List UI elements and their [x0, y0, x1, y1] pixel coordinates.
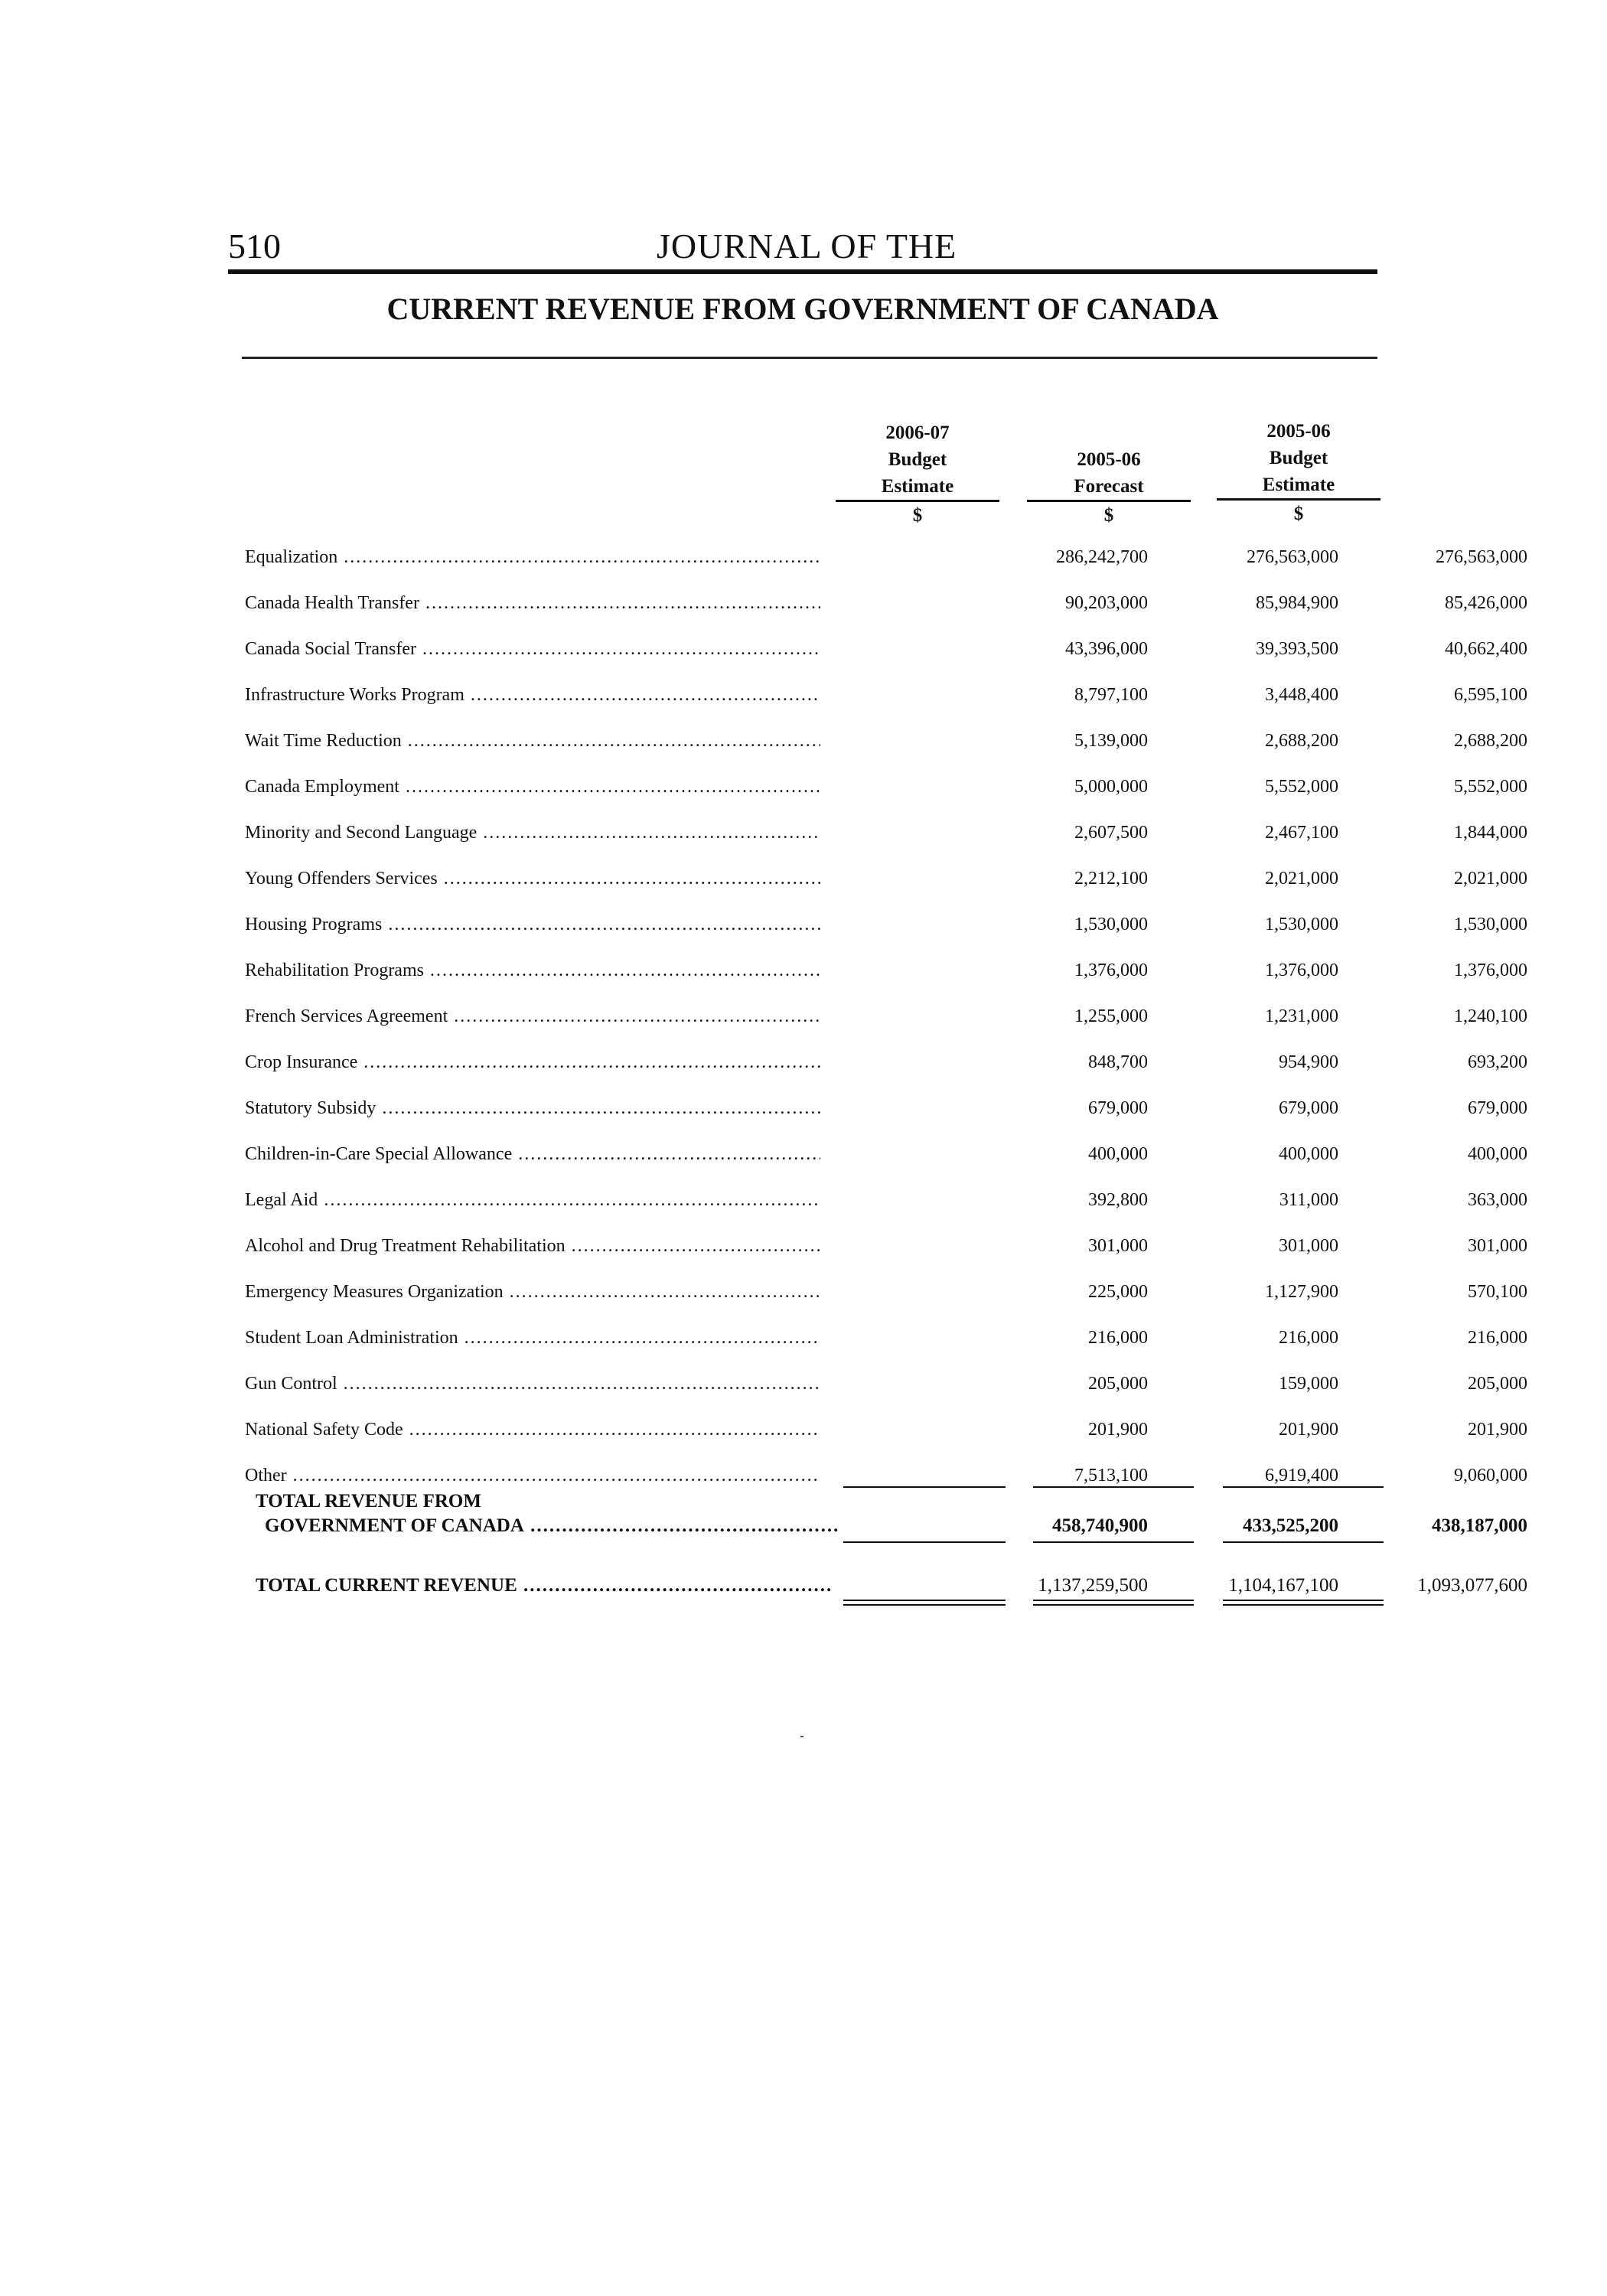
value-2005-06-forecast: 1,231,000 — [1265, 1006, 1338, 1026]
table-row — [245, 1277, 1527, 1307]
total-government-2005-06-estimate: 438,187,000 — [1432, 1515, 1527, 1536]
value-2005-06-forecast: 2,467,100 — [1265, 823, 1338, 843]
column-header-unit: $ — [912, 505, 923, 526]
value-2006-07-estimate: 2,607,500 — [1074, 823, 1148, 843]
row-label: Legal Aid ..... — [245, 1185, 820, 1215]
value-2005-06-estimate: 205,000 — [1468, 1374, 1527, 1394]
row-label: National Safety Code ..... — [245, 1414, 820, 1445]
value-2006-07-estimate: 43,396,000 — [1065, 639, 1148, 659]
column-header-line: Budget — [1269, 448, 1328, 468]
value-2005-06-forecast: 3,448,400 — [1265, 685, 1338, 705]
table-row — [245, 726, 1527, 756]
total-current-2005-06-forecast: 1,104,167,100 — [1228, 1575, 1338, 1596]
value-2006-07-estimate: 1,376,000 — [1074, 960, 1148, 980]
scan-speck — [800, 1736, 804, 1737]
value-2006-07-estimate: 392,800 — [1088, 1190, 1148, 1210]
table-row — [245, 588, 1527, 618]
journal-title: JOURNAL OF THE — [657, 227, 957, 266]
table-row — [245, 1139, 1527, 1169]
value-2005-06-estimate: 363,000 — [1468, 1190, 1527, 1210]
row-label: Alcohol and Drug Treatment Rehabilitation ..... — [245, 1231, 820, 1261]
column-header-2006-07-budget-estimate — [836, 419, 999, 529]
value-2005-06-forecast: 400,000 — [1279, 1144, 1338, 1164]
value-2006-07-estimate: 205,000 — [1088, 1374, 1148, 1394]
row-label: Housing Programs ..... — [245, 909, 820, 940]
row-label: Wait Time Reduction ..... — [245, 726, 820, 756]
table-row — [245, 1093, 1527, 1124]
total-current-label: TOTAL CURRENT REVENUE — [256, 1575, 517, 1596]
double-rule — [1033, 1600, 1194, 1606]
row-label: Other ..... — [245, 1460, 820, 1491]
value-2006-07-estimate: 7,513,100 — [1074, 1466, 1148, 1486]
row-label: Equalization ..... — [245, 542, 820, 572]
table-row — [245, 1368, 1527, 1399]
value-2005-06-estimate: 1,240,100 — [1454, 1006, 1527, 1026]
row-label: Gun Control ..... — [245, 1368, 820, 1399]
table-row — [245, 955, 1527, 986]
table-row — [245, 771, 1527, 802]
value-2006-07-estimate: 679,000 — [1088, 1098, 1148, 1118]
value-2005-06-forecast: 276,563,000 — [1247, 547, 1338, 567]
row-label: French Services Agreement ..... — [245, 1001, 820, 1032]
column-header-unit: $ — [1293, 504, 1304, 524]
row-label: Young Offenders Services ..... — [245, 863, 820, 894]
value-2006-07-estimate: 2,212,100 — [1074, 869, 1148, 889]
value-2005-06-forecast: 311,000 — [1279, 1190, 1338, 1210]
value-2005-06-forecast: 1,127,900 — [1265, 1282, 1338, 1302]
value-2006-07-estimate: 286,242,700 — [1056, 547, 1148, 567]
value-2005-06-estimate: 679,000 — [1468, 1098, 1527, 1118]
value-2005-06-forecast: 39,393,500 — [1256, 639, 1338, 659]
value-2005-06-estimate: 2,688,200 — [1454, 731, 1527, 751]
value-2005-06-estimate: 40,662,400 — [1445, 639, 1527, 659]
page-number: 510 — [228, 227, 281, 266]
table-row — [245, 1047, 1527, 1078]
value-2005-06-forecast: 2,688,200 — [1265, 731, 1338, 751]
value-2006-07-estimate: 8,797,100 — [1074, 685, 1148, 705]
subtotal-rule — [1223, 1486, 1384, 1488]
leader-dots — [524, 1515, 840, 1536]
row-label: Minority and Second Language ..... — [245, 817, 820, 848]
value-2006-07-estimate: 400,000 — [1088, 1144, 1148, 1164]
value-2005-06-forecast: 159,000 — [1279, 1374, 1338, 1394]
table-row — [245, 1001, 1527, 1032]
value-2005-06-forecast: 954,900 — [1279, 1052, 1338, 1072]
table-row — [245, 1460, 1527, 1491]
value-2006-07-estimate: 1,255,000 — [1074, 1006, 1148, 1026]
column-header-line: 2005-06 — [1077, 449, 1141, 470]
total-government-label-line2: GOVERNMENT OF CANADA — [265, 1515, 524, 1536]
value-2005-06-forecast: 679,000 — [1279, 1098, 1338, 1118]
column-header-2005-06-forecast — [1027, 419, 1191, 529]
row-label: Canada Social Transfer ..... — [245, 634, 820, 664]
table-row — [245, 680, 1527, 710]
page-header — [228, 223, 1377, 274]
value-2005-06-forecast: 201,900 — [1279, 1420, 1338, 1440]
table-row — [245, 1231, 1527, 1261]
value-2006-07-estimate: 225,000 — [1088, 1282, 1148, 1302]
total-current-label-wrap — [256, 1574, 831, 1598]
value-2006-07-estimate: 5,000,000 — [1074, 777, 1148, 797]
value-2005-06-estimate: 5,552,000 — [1454, 777, 1527, 797]
total-government-2006-07-estimate: 458,740,900 — [1052, 1515, 1148, 1536]
total-current-2006-07-estimate: 1,137,259,500 — [1038, 1575, 1148, 1596]
column-header-line — [1027, 419, 1191, 446]
value-2005-06-estimate: 570,100 — [1468, 1282, 1527, 1302]
table-row — [245, 817, 1527, 848]
subtotal-rule — [1033, 1486, 1194, 1488]
table-row — [245, 542, 1527, 572]
row-label: Student Loan Administration ..... — [245, 1322, 820, 1353]
total-government-label-line1: TOTAL REVENUE FROM — [256, 1491, 481, 1512]
value-2006-07-estimate: 301,000 — [1088, 1236, 1148, 1256]
value-2005-06-estimate: 693,200 — [1468, 1052, 1527, 1072]
value-2005-06-forecast: 5,552,000 — [1265, 777, 1338, 797]
row-label: Infrastructure Works Program ..... — [245, 680, 820, 710]
value-2006-07-estimate: 1,530,000 — [1074, 915, 1148, 934]
row-label: Rehabilitation Programs ..... — [245, 955, 820, 986]
value-2005-06-estimate: 1,530,000 — [1454, 915, 1527, 934]
value-2005-06-estimate: 2,021,000 — [1454, 869, 1527, 889]
value-2006-07-estimate: 201,900 — [1088, 1420, 1148, 1440]
value-2005-06-estimate: 276,563,000 — [1436, 547, 1527, 567]
column-header-line: Budget — [888, 449, 947, 470]
row-label: Crop Insurance ..... — [245, 1047, 820, 1078]
total-government-2005-06-forecast: 433,525,200 — [1243, 1515, 1338, 1536]
value-2006-07-estimate: 216,000 — [1088, 1328, 1148, 1348]
column-header-line: 2005-06 — [1266, 421, 1331, 442]
value-2005-06-estimate: 216,000 — [1468, 1328, 1527, 1348]
double-rule — [843, 1600, 1006, 1606]
row-label: Emergency Measures Organization ..... — [245, 1277, 820, 1307]
value-2005-06-forecast: 1,530,000 — [1265, 915, 1338, 934]
column-header-unit: $ — [1103, 505, 1114, 526]
value-2005-06-estimate: 1,844,000 — [1454, 823, 1527, 843]
table-row — [245, 1322, 1527, 1353]
total-government-label-line2-wrap — [265, 1514, 840, 1538]
total-current-row — [245, 1569, 1527, 1601]
table-row — [245, 1414, 1527, 1445]
value-2006-07-estimate: 90,203,000 — [1065, 593, 1148, 613]
row-label: Canada Health Transfer ..... — [245, 588, 820, 618]
table-row — [245, 863, 1527, 894]
value-2006-07-estimate: 5,139,000 — [1074, 731, 1148, 751]
value-2005-06-estimate: 400,000 — [1468, 1144, 1527, 1164]
column-header-2005-06-budget-estimate — [1217, 418, 1380, 527]
row-label: Canada Employment ..... — [245, 771, 820, 802]
value-2006-07-estimate: 848,700 — [1088, 1052, 1148, 1072]
column-header-line: Estimate — [836, 473, 999, 502]
table-row — [245, 634, 1527, 664]
value-2005-06-forecast: 216,000 — [1279, 1328, 1338, 1348]
value-2005-06-estimate: 301,000 — [1468, 1236, 1527, 1256]
total-rule — [1033, 1541, 1194, 1543]
leader-dots — [517, 1575, 831, 1596]
total-government-row — [245, 1489, 1527, 1543]
value-2005-06-forecast: 1,376,000 — [1265, 960, 1338, 980]
section-title: CURRENT REVENUE FROM GOVERNMENT OF CANADA — [386, 292, 1219, 326]
double-rule — [1223, 1600, 1384, 1606]
row-label: Children-in-Care Special Allowance ..... — [245, 1139, 820, 1169]
total-current-2005-06-estimate: 1,093,077,600 — [1417, 1575, 1527, 1596]
value-2005-06-forecast: 301,000 — [1279, 1236, 1338, 1256]
total-rule — [1223, 1541, 1384, 1543]
value-2005-06-estimate: 1,376,000 — [1454, 960, 1527, 980]
value-2005-06-estimate: 201,900 — [1468, 1420, 1527, 1440]
subtotal-rule — [843, 1486, 1006, 1488]
column-header-line: Estimate — [1217, 471, 1380, 501]
total-rule — [843, 1541, 1006, 1543]
value-2005-06-forecast: 85,984,900 — [1256, 593, 1338, 613]
value-2005-06-forecast: 6,919,400 — [1265, 1466, 1338, 1486]
column-header-line: Forecast — [1027, 473, 1191, 502]
value-2005-06-forecast: 2,021,000 — [1265, 869, 1338, 889]
title-rule — [242, 357, 1377, 359]
column-header-line: 2006-07 — [885, 422, 950, 443]
table-row — [245, 1185, 1527, 1215]
row-label: Statutory Subsidy ..... — [245, 1093, 820, 1124]
value-2005-06-estimate: 9,060,000 — [1454, 1466, 1527, 1486]
value-2005-06-estimate: 85,426,000 — [1445, 593, 1527, 613]
value-2005-06-estimate: 6,595,100 — [1454, 685, 1527, 705]
table-row — [245, 909, 1527, 940]
